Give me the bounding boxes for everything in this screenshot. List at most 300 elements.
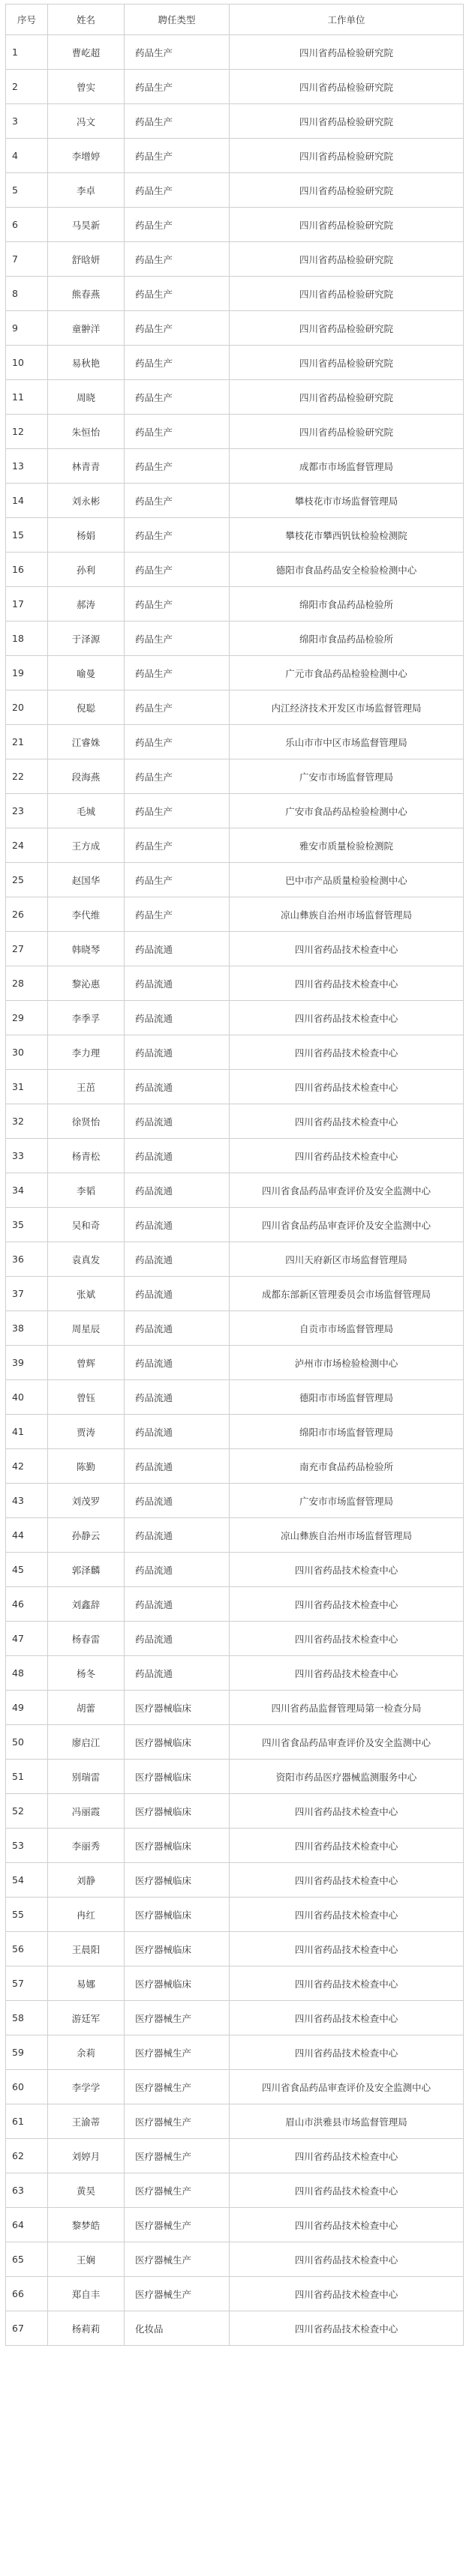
row-name: 杨娟	[48, 518, 125, 553]
row-work-unit: 四川省药品技术检查中心	[230, 1104, 464, 1139]
row-work-unit: 四川省药品检验研究院	[230, 242, 464, 277]
row-appointment-type: 医疗器械临床	[125, 1691, 230, 1725]
row-appointment-type: 医疗器械临床	[125, 1863, 230, 1898]
table-row	[6, 346, 464, 380]
row-name: 郑自丰	[48, 2277, 125, 2311]
table-row	[6, 242, 464, 277]
row-index: 39	[6, 1346, 48, 1380]
row-work-unit: 四川省药品技术检查中心	[230, 1794, 464, 1829]
row-name: 李丽秀	[48, 1829, 125, 1863]
table-row	[6, 173, 464, 208]
table-row	[6, 897, 464, 932]
row-name: 郭泽麟	[48, 1553, 125, 1587]
row-appointment-type: 医疗器械生产	[125, 2104, 230, 2139]
row-name: 倪聪	[48, 690, 125, 725]
header-work-unit: 工作单位	[230, 4, 464, 35]
row-work-unit: 四川省药品技术检查中心	[230, 2173, 464, 2208]
row-index: 16	[6, 553, 48, 587]
row-appointment-type: 药品流通	[125, 966, 230, 1001]
row-appointment-type: 医疗器械生产	[125, 2277, 230, 2311]
row-appointment-type: 药品流通	[125, 1001, 230, 1035]
row-work-unit: 德阳市食品药品安全检验检测中心	[230, 553, 464, 587]
row-index: 53	[6, 1829, 48, 1863]
row-work-unit: 泸州市市场检验检测中心	[230, 1346, 464, 1380]
table-row	[6, 2104, 464, 2139]
row-index: 65	[6, 2242, 48, 2277]
row-work-unit: 广安市食品药品检验检测中心	[230, 794, 464, 828]
table-row	[6, 2035, 464, 2070]
row-work-unit: 攀枝花市攀西钒钛检验检测院	[230, 518, 464, 553]
row-work-unit: 眉山市洪雅县市场监督管理局	[230, 2104, 464, 2139]
table-row	[6, 1518, 464, 1553]
personnel-table	[5, 4, 464, 2346]
table-row	[6, 690, 464, 725]
row-appointment-type: 药品流通	[125, 1622, 230, 1656]
table-row	[6, 1622, 464, 1656]
table-row	[6, 1173, 464, 1208]
row-index: 15	[6, 518, 48, 553]
row-name: 余莉	[48, 2035, 125, 2070]
row-name: 喻曼	[48, 656, 125, 690]
row-appointment-type: 药品生产	[125, 242, 230, 277]
row-index: 31	[6, 1070, 48, 1104]
row-work-unit: 四川省药品技术检查中心	[230, 2311, 464, 2346]
row-index: 7	[6, 242, 48, 277]
row-index: 38	[6, 1311, 48, 1346]
row-index: 56	[6, 1932, 48, 1966]
row-appointment-type: 药品流通	[125, 1518, 230, 1553]
row-appointment-type: 医疗器械生产	[125, 2208, 230, 2242]
row-work-unit: 巴中市产品质量检验检测中心	[230, 863, 464, 897]
row-work-unit: 四川省药品技术检查中心	[230, 1587, 464, 1622]
row-work-unit: 四川省药品检验研究院	[230, 139, 464, 173]
table-row	[6, 1760, 464, 1794]
row-index: 58	[6, 2001, 48, 2035]
row-work-unit: 四川省药品技术检查中心	[230, 1553, 464, 1587]
row-work-unit: 四川省药品检验研究院	[230, 277, 464, 311]
row-work-unit: 四川省药品检验研究院	[230, 35, 464, 70]
table-row	[6, 1966, 464, 2001]
row-index: 44	[6, 1518, 48, 1553]
row-name: 李季孚	[48, 1001, 125, 1035]
row-appointment-type: 医疗器械临床	[125, 1725, 230, 1760]
table-row	[6, 1484, 464, 1518]
table-row	[6, 1346, 464, 1380]
row-work-unit: 四川省药品检验研究院	[230, 173, 464, 208]
row-index: 37	[6, 1277, 48, 1311]
row-index: 35	[6, 1208, 48, 1242]
row-appointment-type: 药品生产	[125, 311, 230, 346]
table-row	[6, 656, 464, 690]
row-name: 李代维	[48, 897, 125, 932]
row-work-unit: 四川省药品技术检查中心	[230, 966, 464, 1001]
row-name: 冯文	[48, 104, 125, 139]
row-index: 20	[6, 690, 48, 725]
row-index: 14	[6, 484, 48, 518]
row-index: 40	[6, 1380, 48, 1415]
row-index: 12	[6, 415, 48, 449]
row-name: 吴和奇	[48, 1208, 125, 1242]
row-index: 1	[6, 35, 48, 70]
row-index: 10	[6, 346, 48, 380]
table-row	[6, 139, 464, 173]
row-index: 50	[6, 1725, 48, 1760]
row-name: 童翀洋	[48, 311, 125, 346]
row-index: 61	[6, 2104, 48, 2139]
row-work-unit: 四川省药品检验研究院	[230, 208, 464, 242]
row-work-unit: 广安市市场监督管理局	[230, 1484, 464, 1518]
row-appointment-type: 药品生产	[125, 587, 230, 622]
row-name: 林青青	[48, 449, 125, 484]
row-appointment-type: 医疗器械生产	[125, 2001, 230, 2035]
row-appointment-type: 医疗器械生产	[125, 2139, 230, 2173]
table-body	[6, 35, 464, 2346]
row-name: 黎梦皓	[48, 2208, 125, 2242]
row-index: 25	[6, 863, 48, 897]
row-work-unit: 四川天府新区市场监督管理局	[230, 1242, 464, 1277]
table-row	[6, 1070, 464, 1104]
table-row	[6, 1449, 464, 1484]
table-row	[6, 1415, 464, 1449]
row-name: 曾辉	[48, 1346, 125, 1380]
row-work-unit: 攀枝花市市场监督管理局	[230, 484, 464, 518]
row-work-unit: 雅安市质量检验检测院	[230, 828, 464, 863]
table-row	[6, 380, 464, 415]
row-appointment-type: 药品生产	[125, 897, 230, 932]
row-appointment-type: 药品生产	[125, 484, 230, 518]
table-row	[6, 1277, 464, 1311]
row-work-unit: 四川省药品技术检查中心	[230, 1139, 464, 1173]
row-name: 舒晗妍	[48, 242, 125, 277]
row-work-unit: 四川省药品检验研究院	[230, 311, 464, 346]
row-work-unit: 四川省药品技术检查中心	[230, 1898, 464, 1932]
table-row	[6, 1001, 464, 1035]
row-appointment-type: 医疗器械临床	[125, 1932, 230, 1966]
row-name: 熊春燕	[48, 277, 125, 311]
row-index: 22	[6, 759, 48, 794]
row-appointment-type: 药品流通	[125, 1104, 230, 1139]
row-index: 54	[6, 1863, 48, 1898]
row-name: 曹屹超	[48, 35, 125, 70]
table-row	[6, 553, 464, 587]
row-name: 李卓	[48, 173, 125, 208]
row-index: 49	[6, 1691, 48, 1725]
row-index: 63	[6, 2173, 48, 2208]
row-name: 别瑞雷	[48, 1760, 125, 1794]
row-appointment-type: 化妆品	[125, 2311, 230, 2346]
row-index: 28	[6, 966, 48, 1001]
row-index: 33	[6, 1139, 48, 1173]
row-name: 李力理	[48, 1035, 125, 1070]
header-name: 姓名	[48, 4, 125, 35]
row-work-unit: 资阳市药品医疗器械监测服务中心	[230, 1760, 464, 1794]
row-appointment-type: 药品生产	[125, 277, 230, 311]
header-appointment-type: 聘任类型	[125, 4, 230, 35]
row-index: 62	[6, 2139, 48, 2173]
table-row	[6, 415, 464, 449]
table-row	[6, 828, 464, 863]
row-work-unit: 成都市市场监督管理局	[230, 449, 464, 484]
table-row	[6, 759, 464, 794]
row-appointment-type: 药品生产	[125, 208, 230, 242]
row-appointment-type: 药品生产	[125, 725, 230, 759]
table-row	[6, 1242, 464, 1277]
row-work-unit: 广元市食品药品检验检测中心	[230, 656, 464, 690]
table-row	[6, 725, 464, 759]
row-work-unit: 四川省食品药品审查评价及安全监测中心	[230, 1208, 464, 1242]
table-row	[6, 1208, 464, 1242]
row-name: 易秋艳	[48, 346, 125, 380]
row-index: 11	[6, 380, 48, 415]
row-work-unit: 绵阳市食品药品检验所	[230, 587, 464, 622]
row-work-unit: 四川省药品技术检查中心	[230, 1622, 464, 1656]
table-row	[6, 587, 464, 622]
row-appointment-type: 药品生产	[125, 173, 230, 208]
row-index: 41	[6, 1415, 48, 1449]
row-work-unit: 四川省药品技术检查中心	[230, 2139, 464, 2173]
row-appointment-type: 药品流通	[125, 1415, 230, 1449]
row-appointment-type: 药品生产	[125, 828, 230, 863]
row-name: 刘婷月	[48, 2139, 125, 2173]
row-name: 胡蕾	[48, 1691, 125, 1725]
row-work-unit: 四川省药品检验研究院	[230, 104, 464, 139]
row-name: 于泽源	[48, 622, 125, 656]
row-work-unit: 四川省药品技术检查中心	[230, 2277, 464, 2311]
table-row	[6, 2277, 464, 2311]
row-appointment-type: 医疗器械生产	[125, 2035, 230, 2070]
table-header	[6, 4, 464, 35]
row-appointment-type: 医疗器械临床	[125, 1898, 230, 1932]
row-name: 冯丽霞	[48, 1794, 125, 1829]
row-appointment-type: 药品生产	[125, 35, 230, 70]
row-name: 杨莉莉	[48, 2311, 125, 2346]
row-appointment-type: 药品生产	[125, 415, 230, 449]
row-index: 23	[6, 794, 48, 828]
row-name: 郝涛	[48, 587, 125, 622]
row-work-unit: 四川省药品技术检查中心	[230, 2208, 464, 2242]
row-work-unit: 四川省药品技术检查中心	[230, 1656, 464, 1691]
row-work-unit: 四川省药品技术检查中心	[230, 2242, 464, 2277]
table-row	[6, 518, 464, 553]
row-appointment-type: 药品流通	[125, 1173, 230, 1208]
row-name: 张斌	[48, 1277, 125, 1311]
table-row	[6, 1656, 464, 1691]
row-name: 游廷军	[48, 2001, 125, 2035]
row-appointment-type: 医疗器械生产	[125, 2242, 230, 2277]
row-work-unit: 四川省药品技术检查中心	[230, 1966, 464, 2001]
row-index: 6	[6, 208, 48, 242]
table-row	[6, 2070, 464, 2104]
row-appointment-type: 药品生产	[125, 622, 230, 656]
row-name: 周晓	[48, 380, 125, 415]
row-index: 59	[6, 2035, 48, 2070]
row-appointment-type: 药品流通	[125, 1484, 230, 1518]
row-work-unit: 德阳市市场监督管理局	[230, 1380, 464, 1415]
row-work-unit: 四川省药品技术检查中心	[230, 1932, 464, 1966]
row-appointment-type: 医疗器械临床	[125, 1829, 230, 1863]
table-row	[6, 1553, 464, 1587]
table-row	[6, 1587, 464, 1622]
table-row	[6, 2311, 464, 2346]
table-row	[6, 208, 464, 242]
row-work-unit: 四川省药品技术检查中心	[230, 1070, 464, 1104]
table-row	[6, 1380, 464, 1415]
row-work-unit: 四川省药品技术检查中心	[230, 1863, 464, 1898]
row-appointment-type: 医疗器械临床	[125, 1760, 230, 1794]
row-index: 36	[6, 1242, 48, 1277]
row-work-unit: 四川省药品技术检查中心	[230, 1829, 464, 1863]
row-name: 王娴	[48, 2242, 125, 2277]
row-name: 周星辰	[48, 1311, 125, 1346]
row-appointment-type: 药品生产	[125, 139, 230, 173]
row-index: 17	[6, 587, 48, 622]
row-name: 徐贤怡	[48, 1104, 125, 1139]
row-index: 27	[6, 932, 48, 966]
row-appointment-type: 药品流通	[125, 932, 230, 966]
row-name: 王渝蒂	[48, 2104, 125, 2139]
row-index: 18	[6, 622, 48, 656]
row-work-unit: 四川省药品检验研究院	[230, 70, 464, 104]
table-row	[6, 484, 464, 518]
row-name: 黎沁惠	[48, 966, 125, 1001]
row-work-unit: 四川省食品药品审查评价及安全监测中心	[230, 2070, 464, 2104]
row-work-unit: 凉山彝族自治州市场监督管理局	[230, 1518, 464, 1553]
row-appointment-type: 医疗器械临床	[125, 1794, 230, 1829]
row-name: 李韬	[48, 1173, 125, 1208]
row-work-unit: 南充市食品药品检验所	[230, 1449, 464, 1484]
row-name: 毛城	[48, 794, 125, 828]
row-index: 8	[6, 277, 48, 311]
row-name: 段海燕	[48, 759, 125, 794]
row-appointment-type: 药品生产	[125, 104, 230, 139]
table-row	[6, 966, 464, 1001]
row-index: 34	[6, 1173, 48, 1208]
row-name: 赵国华	[48, 863, 125, 897]
row-index: 52	[6, 1794, 48, 1829]
table-row	[6, 277, 464, 311]
row-name: 黄昊	[48, 2173, 125, 2208]
row-work-unit: 四川省药品技术检查中心	[230, 1001, 464, 1035]
row-appointment-type: 医疗器械临床	[125, 1966, 230, 2001]
row-appointment-type: 医疗器械生产	[125, 2070, 230, 2104]
row-work-unit: 四川省药品技术检查中心	[230, 932, 464, 966]
row-index: 47	[6, 1622, 48, 1656]
row-index: 45	[6, 1553, 48, 1587]
row-appointment-type: 药品生产	[125, 449, 230, 484]
header-row	[6, 4, 464, 35]
row-name: 杨青松	[48, 1139, 125, 1173]
row-name: 马昊新	[48, 208, 125, 242]
table-row	[6, 1932, 464, 1966]
row-appointment-type: 药品生产	[125, 656, 230, 690]
table-row	[6, 1035, 464, 1070]
row-appointment-type: 药品流通	[125, 1277, 230, 1311]
row-appointment-type: 药品流通	[125, 1139, 230, 1173]
table-row	[6, 70, 464, 104]
table-row	[6, 1794, 464, 1829]
row-index: 29	[6, 1001, 48, 1035]
table-row	[6, 104, 464, 139]
row-name: 王晨阳	[48, 1932, 125, 1966]
row-name: 王茁	[48, 1070, 125, 1104]
table-row	[6, 1898, 464, 1932]
row-work-unit: 凉山彝族自治州市场监督管理局	[230, 897, 464, 932]
row-work-unit: 绵阳市市场监督管理局	[230, 1415, 464, 1449]
row-appointment-type: 药品流通	[125, 1346, 230, 1380]
row-name: 杨春雷	[48, 1622, 125, 1656]
row-work-unit: 四川省药品技术检查中心	[230, 2035, 464, 2070]
row-index: 30	[6, 1035, 48, 1070]
row-name: 曾实	[48, 70, 125, 104]
row-appointment-type: 药品生产	[125, 518, 230, 553]
row-index: 21	[6, 725, 48, 759]
row-appointment-type: 药品生产	[125, 690, 230, 725]
row-index: 64	[6, 2208, 48, 2242]
row-appointment-type: 药品生产	[125, 759, 230, 794]
row-index: 57	[6, 1966, 48, 2001]
row-work-unit: 四川省药品检验研究院	[230, 380, 464, 415]
row-appointment-type: 药品生产	[125, 346, 230, 380]
row-appointment-type: 医疗器械生产	[125, 2173, 230, 2208]
table-row	[6, 449, 464, 484]
row-index: 2	[6, 70, 48, 104]
row-index: 46	[6, 1587, 48, 1622]
table-row	[6, 1139, 464, 1173]
row-name: 冉红	[48, 1898, 125, 1932]
row-appointment-type: 药品生产	[125, 380, 230, 415]
row-name: 孙静云	[48, 1518, 125, 1553]
row-work-unit: 四川省食品药品审查评价及安全监测中心	[230, 1725, 464, 1760]
row-appointment-type: 药品生产	[125, 70, 230, 104]
row-appointment-type: 药品流通	[125, 1070, 230, 1104]
row-appointment-type: 药品流通	[125, 1311, 230, 1346]
table-row	[6, 932, 464, 966]
row-appointment-type: 药品流通	[125, 1553, 230, 1587]
row-index: 43	[6, 1484, 48, 1518]
row-appointment-type: 药品流通	[125, 1242, 230, 1277]
row-index: 4	[6, 139, 48, 173]
row-work-unit: 四川省药品检验研究院	[230, 346, 464, 380]
row-index: 13	[6, 449, 48, 484]
row-name: 孙利	[48, 553, 125, 587]
row-name: 易娜	[48, 1966, 125, 2001]
row-appointment-type: 药品流通	[125, 1035, 230, 1070]
row-name: 袁真发	[48, 1242, 125, 1277]
row-index: 42	[6, 1449, 48, 1484]
row-appointment-type: 药品生产	[125, 553, 230, 587]
row-index: 55	[6, 1898, 48, 1932]
row-name: 陈勤	[48, 1449, 125, 1484]
table-row	[6, 2173, 464, 2208]
table-row	[6, 1311, 464, 1346]
table-row	[6, 311, 464, 346]
row-index: 66	[6, 2277, 48, 2311]
row-index: 60	[6, 2070, 48, 2104]
row-index: 32	[6, 1104, 48, 1139]
row-work-unit: 四川省药品技术检查中心	[230, 1035, 464, 1070]
table-row	[6, 2001, 464, 2035]
row-name: 李学学	[48, 2070, 125, 2104]
row-work-unit: 成都东部新区管理委员会市场监督管理局	[230, 1277, 464, 1311]
row-appointment-type: 药品生产	[125, 863, 230, 897]
row-name: 朱恒怡	[48, 415, 125, 449]
row-appointment-type: 药品流通	[125, 1449, 230, 1484]
row-name: 曾钰	[48, 1380, 125, 1415]
row-index: 67	[6, 2311, 48, 2346]
row-work-unit: 四川省药品检验研究院	[230, 415, 464, 449]
row-index: 9	[6, 311, 48, 346]
row-work-unit: 四川省食品药品审查评价及安全监测中心	[230, 1173, 464, 1208]
